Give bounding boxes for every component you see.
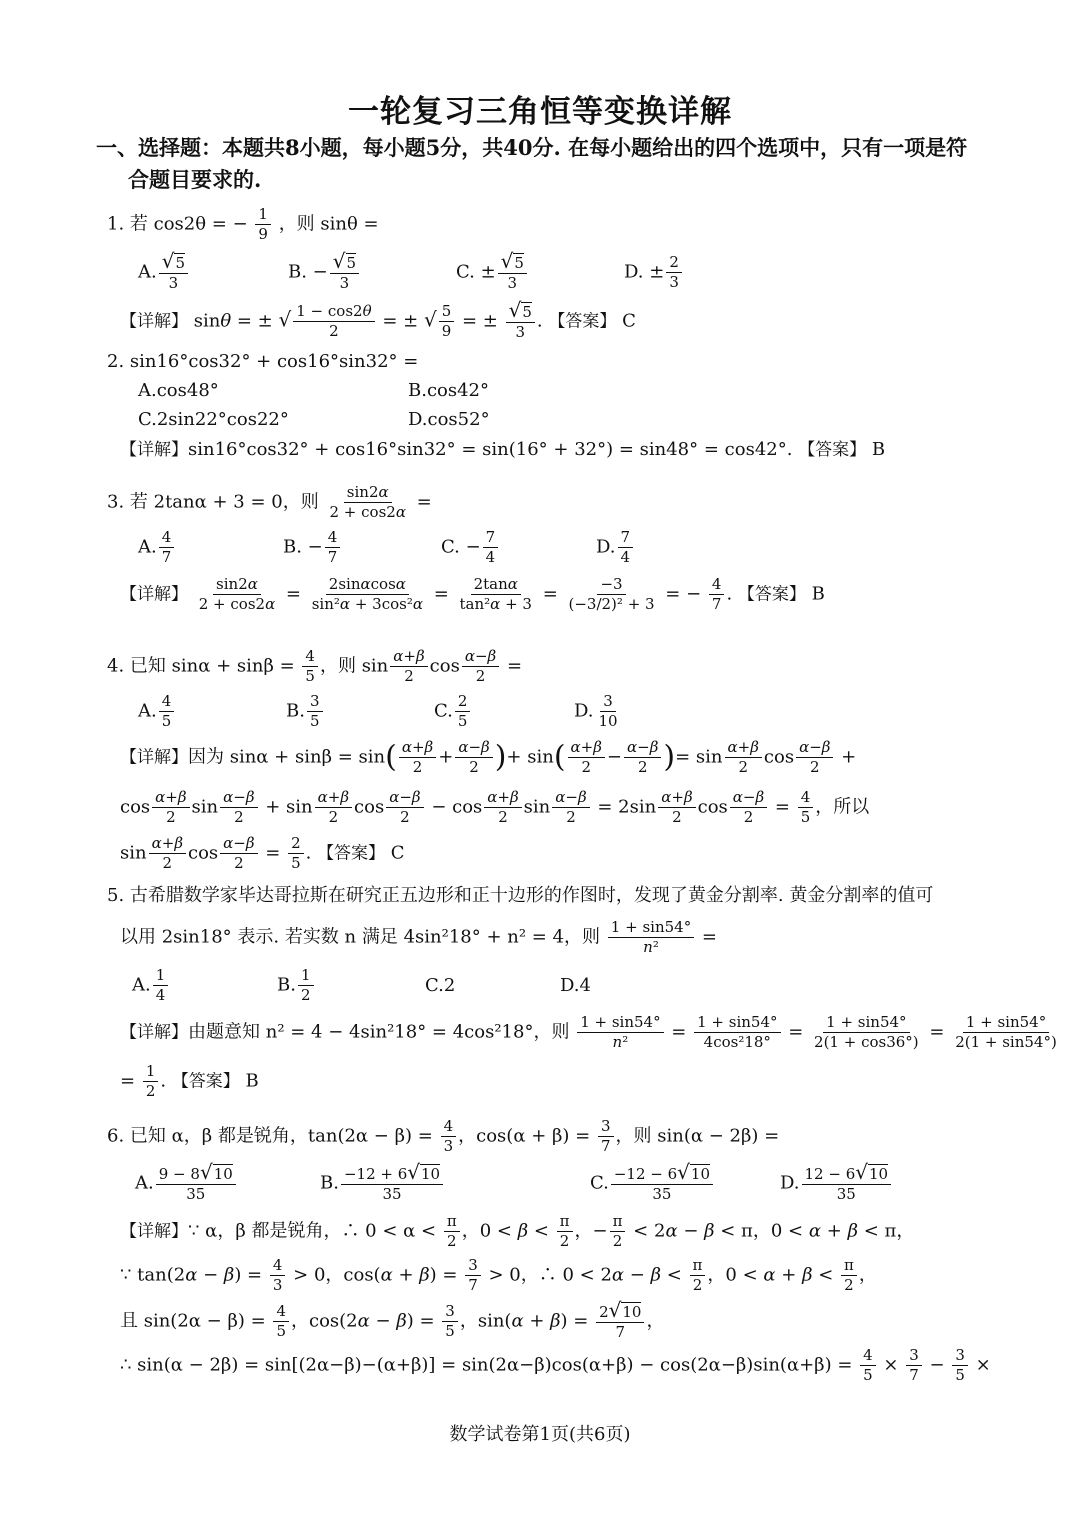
q2-options-row2 — [138, 408, 490, 432]
q6-detail-line4: ∴ sin(α − 2β) = sin[(2α−β)−(α+β)] = sin(2α−β)cos(α+β) − cos(2α−β)sin(α+β) = $\frac{4}{5}$ × $\frac{3}{7}$ − $\frac{3}{5}$ × — [120, 1346, 991, 1384]
q5-answer: B — [245, 1070, 259, 1092]
q4-stem: 4. 已知 sinα + sinβ = $\frac{4}{5}$ ，则 sin $\frac{\alpha+\beta}{2}$ cos $\frac{\alpha-\beta}{2}$ = — [107, 647, 523, 685]
q1-option-d: D. ± $\frac{2}{3}$ — [624, 253, 684, 292]
q3-options — [138, 528, 635, 567]
q6-detail-line1: 【详解】∵ α，β 都是锐角，∴ 0 < α < $\frac{\pi}{2}$ ，0 < β < $\frac{\pi}{2}$ ，− $\frac{\pi}{2}$ < 2α − β < π，0 < α + β < π， — [120, 1212, 915, 1250]
q5-options — [132, 966, 591, 1005]
q4-answer: C — [390, 842, 405, 864]
q1-answer: C — [622, 310, 636, 332]
q1-stem: 1. 若 cos2θ = − $\frac{1}{9}$ ，则 sinθ = — [107, 205, 379, 243]
page-title: 一轮复习三角恒等变换详解 — [348, 94, 732, 130]
q2-option-c: C.2sin22°cos22° — [138, 409, 289, 430]
q5-detail-line1: 【详解】由题意知 n² = 4 − 4sin²18° = 4cos²18°，则 $\frac{1 + \sin 54^\circ}{\text{n²}}$ = $\frac{1 + \sin 54^\circ}{\text{4cos²18°}}$ = $\frac{1 + \sin 54^\circ}{2(1 + \cos 36^\circ)}$ = $\frac{1 + \sin 54^\circ}{2(1 + \sin 54^\circ)}$ — [120, 1013, 1057, 1051]
q3-option-d: D. $\frac{7}{4}$ — [596, 528, 635, 567]
q4-options — [138, 692, 623, 731]
q3-option-c: C. − $\frac{7}{4}$ — [441, 528, 596, 567]
q6-option-b: B. $\frac{-12 + 6√10}{35}$ — [320, 1163, 590, 1204]
q2-detail: 【详解】sin16°cos32° + cos16°sin32° = sin(16° + 32°) = sin48° = cos42°. 【答案】 B — [120, 439, 886, 460]
q3-answer: B — [811, 583, 825, 605]
q2-option-b: B.cos42° — [408, 380, 490, 401]
q4-option-d: D. $\frac{3}{10}$ — [574, 692, 618, 730]
q2-option-d: D.cos52° — [408, 409, 490, 430]
section-heading-cont: 合题目要求的. — [128, 167, 262, 192]
q6-stem: 6. 已知 α，β 都是锐角，tan(2α − β) = $\frac{4}{3}$ ，cos(α + β) = $\frac{3}{7}$ ，则 sin(α − 2β) = — [107, 1117, 780, 1155]
q4-detail-line1: 【详解】因为 sinα + sinβ = sin( $\frac{\alpha+\beta}{2}$ + $\frac{\alpha-\beta}{2}$ )+ sin( $\frac{\alpha+\beta}{2}$ − $\frac{\alpha-\beta}{2}$ )= sin $\frac{\alpha+\beta}{2}$ cos $\frac{\alpha-\beta}{2}$ + — [120, 738, 857, 776]
q5-option-b: B. $\frac{1}{2}$ — [277, 966, 425, 1005]
q6-option-d: D. $\frac{12 - 6√10}{35}$ — [780, 1163, 893, 1204]
q3-detail: 【详解】 $\frac{\sin 2\alpha}{2 + \cos 2\alpha}$ = $\frac{2\sin\alpha\cos\alpha}{\text{sin²α + 3cos²α}}$ = $\frac{2\tan\alpha}{\text{tan²α + 3}}$ = $\frac{-3}{\text{(−3/2)² + 3}}$ = − $\frac{4}{7}$ . 【答案】 B — [120, 575, 825, 613]
q5-option-a: A. $\frac{1}{4}$ — [132, 966, 277, 1005]
q6-detail-line2: ∵ tan(2α − β) = $\frac{4}{3}$ > 0，cos(α + β) = $\frac{3}{7}$ > 0，∴ 0 < 2α − β < $\frac{\pi}{2}$ ，0 < α + β < $\frac{\pi}{2}$ ， — [120, 1256, 877, 1294]
q5-stem-line2: 以用 2sin18° 表示. 若实数 n 满足 4sin²18° + n² = 4，则 $\frac{1 + \sin 54^\circ}{\text{n²}}$ = — [120, 918, 717, 956]
q4-detail-line2: cos $\frac{\alpha+\beta}{2}$ sin $\frac{\alpha-\beta}{2}$ + sin $\frac{\alpha+\beta}{2}$ cos $\frac{\alpha-\beta}{2}$ − cos $\frac{\alpha+\beta}{2}$ sin $\frac{\alpha-\beta}{2}$ = 2sin $\frac{\alpha+\beta}{2}$ cos $\frac{\alpha-\beta}{2}$ = $\frac{4}{5}$ ，所以 — [120, 788, 870, 826]
q1-option-a: A. $\frac{√5}{3}$ — [138, 252, 288, 293]
q6-option-c: C. $\frac{-12 - 6√10}{35}$ — [590, 1163, 780, 1204]
q6-options — [135, 1160, 893, 1204]
q1-option-c: C. ± $\frac{√5}{3}$ — [456, 252, 624, 293]
q2-option-a: A.cos48° — [138, 380, 219, 401]
q3-option-b: B. − $\frac{4}{7}$ — [283, 528, 441, 567]
q1-detail: 【详解】 sinθ = ± √ $\frac{1 - \cos 2\theta}{2}$ = ± √ $\frac{5}{9}$ = ± $\frac{√5}{3}$ . 【答案】 C — [120, 298, 636, 341]
q4-option-a: A. $\frac{4}{5}$ — [138, 692, 286, 731]
q3-option-a: A. $\frac{4}{7}$ — [138, 528, 283, 567]
section-heading — [96, 132, 996, 196]
page-footer: 数学试卷第1页(共6页) — [449, 1424, 631, 1445]
q1-options — [138, 249, 684, 293]
q4-detail-line3: sin $\frac{\alpha+\beta}{2}$ cos $\frac{\alpha-\beta}{2}$ = $\frac{2}{5}$ . 【答案】 C — [120, 834, 405, 872]
q4-option-b: B. $\frac{3}{5}$ — [286, 692, 434, 731]
q5-detail-line2: = $\frac{1}{2}$ . 【答案】 B — [120, 1062, 259, 1100]
q6-option-a: A. $\frac{9 - 8√10}{35}$ — [135, 1163, 320, 1204]
q4-option-c: C. $\frac{2}{5}$ — [434, 692, 574, 731]
q1-option-b: B. − $\frac{√5}{3}$ — [288, 252, 456, 293]
q2-answer: B — [871, 439, 886, 460]
q6-detail-line3: 且 sin(2α − β) = $\frac{4}{5}$ ，cos(2α − β) = $\frac{3}{5}$ ，sin(α + β) = $\frac{2√10}{7}$ ， — [120, 1298, 665, 1341]
fraction: $\frac{1}{9}$ — [255, 205, 271, 244]
q5-option-d: D.4 — [560, 974, 591, 996]
section-heading-text: 一、选择题：本题共8小题，每小题5分，共40分. 在每小题给出的四个选项中，只有一项是符 — [96, 135, 968, 160]
q2-options-row1 — [138, 379, 489, 403]
q5-stem-line1: 5. 古希腊数学家毕达哥拉斯在研究正五边形和正十边形的作图时，发现了黄金分割率. 黄金分割率的值可 — [107, 885, 934, 906]
q2-stem: 2. sin16°cos32° + cos16°sin32° = — [107, 351, 419, 372]
q5-option-c: C.2 — [425, 974, 456, 996]
q3-stem: 3. 若 2tanα + 3 = 0，则 $\frac{\sin 2\alpha}{2 + \cos 2\alpha}$ = — [107, 483, 432, 521]
